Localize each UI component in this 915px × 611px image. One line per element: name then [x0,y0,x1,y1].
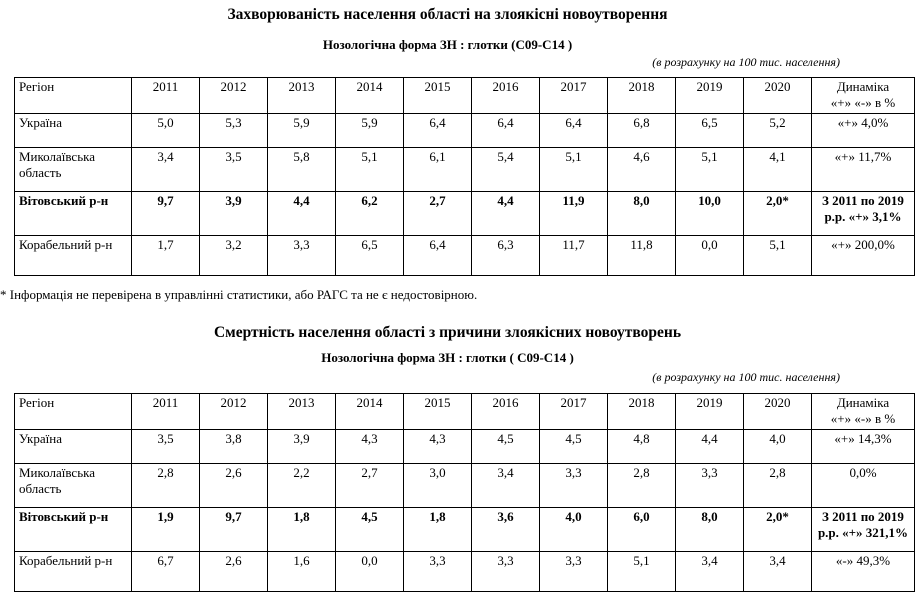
value-cell: 6,5 [676,114,744,148]
value-cell: 3,3 [472,552,540,592]
dynamics-line: р.р. «+» 3,1% [824,209,902,224]
header-year: 2013 [268,394,336,430]
value-cell: 3,4 [132,148,200,192]
header-dynamics [812,394,915,430]
header-dynamics-line: Динаміка [836,79,890,94]
value-cell: 6,4 [540,114,608,148]
value-cell: 5,8 [268,148,336,192]
dynamics-cell [812,192,915,236]
value-cell: 5,9 [336,114,404,148]
incidence-table [14,77,915,276]
header-year: 2014 [336,394,404,430]
region-line: Миколаївська [19,465,96,480]
value-cell: 9,7 [132,192,200,236]
dynamics-line: «+» 14,3% [834,431,892,446]
value-cell: 2,0* [744,192,812,236]
region-line: Вітовський р-н [19,509,109,524]
region-cell [15,508,132,552]
value-cell: 2,7 [336,464,404,508]
region-line: Корабельний р-н [19,553,113,568]
header-region: Регіон [15,78,132,114]
table-row [15,430,915,464]
header-year: 2020 [744,78,812,114]
value-cell: 3,9 [200,192,268,236]
dynamics-line: 0,0% [849,465,877,480]
table-row [15,148,915,192]
mortality-table [14,393,915,592]
dynamics-line: р.р. «+» 321,1% [817,525,909,540]
value-cell: 6,4 [404,114,472,148]
value-cell: 4,6 [608,148,676,192]
value-cell: 6,5 [336,236,404,276]
region-cell [15,192,132,236]
header-row [15,394,915,430]
header-dynamics [812,78,915,114]
value-cell: 2,2 [268,464,336,508]
header-year: 2012 [200,394,268,430]
header-year: 2012 [200,78,268,114]
value-cell: 4,4 [268,192,336,236]
dynamics-line: З 2011 по 2019 [822,509,904,524]
value-cell: 5,1 [744,236,812,276]
value-cell: 1,8 [404,508,472,552]
value-cell: 2,0* [744,508,812,552]
header-year: 2017 [540,394,608,430]
value-cell: 11,8 [608,236,676,276]
value-cell: 5,1 [676,148,744,192]
incidence-title: Захворюваність населення області на злоякісні новоутворення [227,6,668,23]
value-cell: 6,8 [608,114,676,148]
dynamics-cell [812,430,915,464]
dynamics-cell [812,552,915,592]
value-cell: 6,4 [404,236,472,276]
header-year: 2015 [404,78,472,114]
region-cell [15,464,132,508]
header-year: 2011 [132,78,200,114]
value-cell: 5,9 [268,114,336,148]
region-cell [15,148,132,192]
region-line: Вітовський р-н [19,193,109,208]
value-cell: 5,1 [540,148,608,192]
value-cell: 4,4 [676,430,744,464]
value-cell: 6,4 [472,114,540,148]
value-cell: 4,5 [336,508,404,552]
dynamics-line: «+» 200,0% [831,237,895,252]
value-cell: 5,1 [336,148,404,192]
value-cell: 9,7 [200,508,268,552]
value-cell: 4,1 [744,148,812,192]
value-cell: 4,3 [404,430,472,464]
value-cell: 5,1 [608,552,676,592]
value-cell: 2,7 [404,192,472,236]
footnote: * Інформація не перевірена в управлінні статистики, або РАГС та не є недостовірною. [0,287,478,302]
value-cell: 3,2 [200,236,268,276]
region-cell [15,552,132,592]
value-cell: 4,8 [608,430,676,464]
region-line: Україна [19,115,62,130]
value-cell: 6,7 [132,552,200,592]
dynamics-line: «+» 4,0% [837,115,889,130]
value-cell: 1,6 [268,552,336,592]
value-cell: 0,0 [676,236,744,276]
value-cell: 2,8 [132,464,200,508]
value-cell: 3,3 [540,464,608,508]
header-year: 2020 [744,394,812,430]
value-cell: 6,1 [404,148,472,192]
header-dynamics-line: Динаміка [836,395,890,410]
header-region: Регіон [15,394,132,430]
value-cell: 4,5 [540,430,608,464]
value-cell: 3,4 [676,552,744,592]
value-cell: 6,2 [336,192,404,236]
region-line: область [19,481,62,496]
header-year: 2017 [540,78,608,114]
value-cell: 4,0 [540,508,608,552]
header-year: 2011 [132,394,200,430]
value-cell: 3,0 [404,464,472,508]
incidence-subtitle: Нозологічна форма ЗН : глотки (C09-C14 ) [322,37,573,52]
value-cell: 6,0 [608,508,676,552]
value-cell: 5,0 [132,114,200,148]
mortality-subtitle: Нозологічна форма ЗН : глотки ( C09-C14 ) [321,350,574,365]
value-cell: 2,6 [200,552,268,592]
value-cell: 0,0 [336,552,404,592]
value-cell: 11,9 [540,192,608,236]
value-cell: 3,8 [200,430,268,464]
mortality-title: Смертність населення області з причини злоякісних новоутворень [213,324,682,341]
header-year: 2014 [336,78,404,114]
table-row [15,236,915,276]
region-cell [15,430,132,464]
value-cell: 3,4 [472,464,540,508]
incidence-unit-note: (в розрахунку на 100 тис. населення) [652,55,840,69]
value-cell: 3,3 [404,552,472,592]
header-year: 2019 [676,78,744,114]
value-cell: 8,0 [676,508,744,552]
value-cell: 2,6 [200,464,268,508]
value-cell: 3,3 [268,236,336,276]
value-cell: 4,5 [472,430,540,464]
value-cell: 5,3 [200,114,268,148]
dynamics-cell [812,508,915,552]
header-year: 2016 [472,394,540,430]
value-cell: 8,0 [608,192,676,236]
header-year: 2015 [404,394,472,430]
dynamics-line: «-» 49,3% [835,553,891,568]
header-year: 2018 [608,394,676,430]
value-cell: 4,3 [336,430,404,464]
table-row [15,552,915,592]
dynamics-cell [812,236,915,276]
value-cell: 4,0 [744,430,812,464]
header-year: 2013 [268,78,336,114]
value-cell: 1,7 [132,236,200,276]
value-cell: 5,4 [472,148,540,192]
header-row [15,78,915,114]
header-year: 2018 [608,78,676,114]
value-cell: 3,3 [676,464,744,508]
header-year: 2016 [472,78,540,114]
value-cell: 1,8 [268,508,336,552]
dynamics-line: «+» 11,7% [834,149,892,164]
dynamics-cell [812,114,915,148]
header-dynamics-line: «+» «-» в % [830,95,896,110]
dynamics-cell [812,148,915,192]
dynamics-line: З 2011 по 2019 [822,193,904,208]
value-cell: 3,3 [540,552,608,592]
value-cell: 5,2 [744,114,812,148]
region-line: Миколаївська [19,149,96,164]
value-cell: 3,9 [268,430,336,464]
value-cell: 4,4 [472,192,540,236]
value-cell: 1,9 [132,508,200,552]
table-row [15,464,915,508]
value-cell: 3,5 [132,430,200,464]
region-line: область [19,165,62,180]
table-row [15,114,915,148]
value-cell: 2,8 [744,464,812,508]
region-cell [15,114,132,148]
value-cell: 3,6 [472,508,540,552]
header-year: 2019 [676,394,744,430]
value-cell: 2,8 [608,464,676,508]
value-cell: 3,4 [744,552,812,592]
region-line: Україна [19,431,62,446]
value-cell: 11,7 [540,236,608,276]
region-cell [15,236,132,276]
header-dynamics-line: «+» «-» в % [830,411,896,426]
mortality-unit-note: (в розрахунку на 100 тис. населення) [652,370,840,384]
dynamics-cell [812,464,915,508]
table-row [15,508,915,552]
value-cell: 10,0 [676,192,744,236]
region-line: Корабельний р-н [19,237,113,252]
table-row [15,192,915,236]
value-cell: 3,5 [200,148,268,192]
value-cell: 6,3 [472,236,540,276]
